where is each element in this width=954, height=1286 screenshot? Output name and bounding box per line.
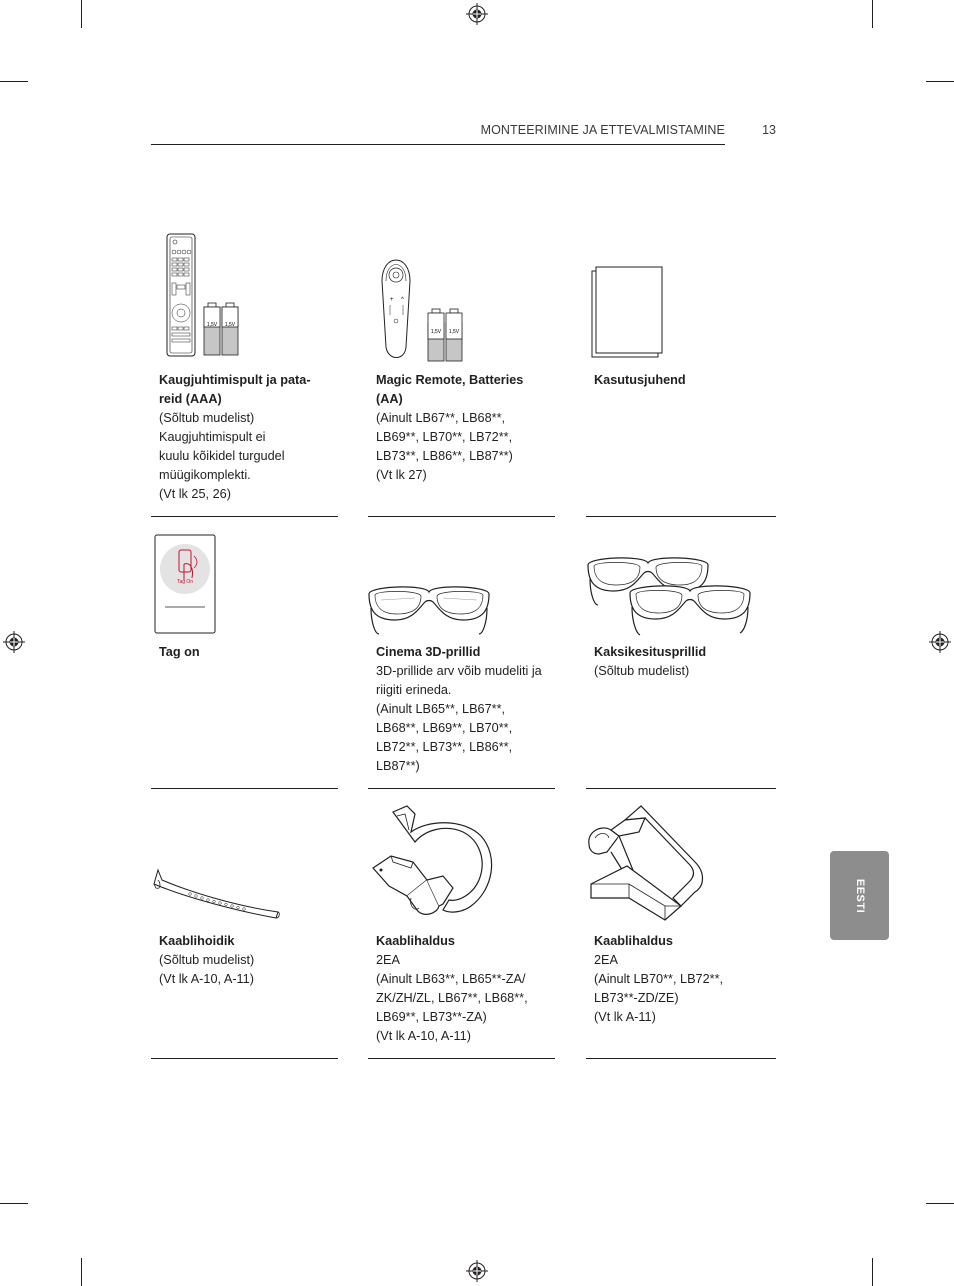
registration-mark-icon: [929, 631, 951, 653]
item-caption: [159, 932, 337, 989]
crop-mark: [0, 1203, 28, 1204]
row-divider: [586, 516, 776, 517]
svg-text:+: +: [390, 297, 394, 303]
cable-clip-bracket-icon: [585, 802, 707, 922]
manual-book-icon: [591, 266, 665, 358]
item-title: Kaablihaldus: [594, 934, 673, 948]
item-caption: [376, 643, 556, 776]
section-title: MONTEERIMINE JA ETTEVALMISTAMINE: [480, 123, 725, 137]
item-caption: [376, 932, 554, 1046]
row-divider: [368, 516, 555, 517]
item-line: riigiti erineda.: [376, 683, 452, 697]
item-line: 3D-prillide arv võib mudeliti ja: [376, 664, 542, 678]
item-line: LB69**, LB70**, LB72**,: [376, 430, 513, 444]
header-rule: [151, 144, 725, 145]
battery-label: 1,5V: [206, 322, 218, 328]
item-line: müügikomplekti.: [159, 468, 251, 482]
item-title: [159, 371, 337, 409]
cinema-3d-glasses-icon: [365, 578, 493, 638]
row-divider: [368, 1058, 555, 1059]
row-divider: [368, 788, 555, 789]
item-line: (Ainult LB65**, LB67**,: [376, 702, 506, 716]
item-line: (Vt lk A-10, A-11): [159, 972, 254, 986]
item-line: ZK/ZH/ZL, LB67**, LB68**,: [376, 991, 528, 1005]
battery-label: 1,5V: [448, 329, 460, 335]
item-caption: [594, 371, 772, 390]
item-caption: [594, 643, 772, 681]
tag-on-label: Tag On: [176, 579, 194, 585]
item-line: Kaugjuhtimispult ei: [159, 430, 266, 444]
cable-holder-icon: [152, 866, 282, 922]
item-title: Tag on: [159, 645, 200, 659]
battery-label: 1,5V: [430, 329, 442, 335]
item-caption: [376, 371, 554, 485]
item-title-text: Kaugjuhtimispult ja pata- reid (AAA): [159, 373, 311, 406]
row-divider: [586, 1058, 776, 1059]
svg-text:^: ^: [401, 297, 404, 303]
item-title: [376, 371, 554, 409]
item-line: (Sõltub mudelist): [594, 664, 690, 678]
item-line: LB87**): [376, 759, 420, 773]
item-line: LB73**, LB86**, LB87**): [376, 449, 513, 463]
item-line: (Vt lk 27): [376, 468, 427, 482]
registration-mark-icon: [466, 1260, 488, 1282]
crop-mark: [0, 81, 28, 82]
crop-mark: [872, 1258, 873, 1286]
item-line: (Vt lk A-10, A-11): [376, 1029, 471, 1043]
row-divider: [586, 788, 776, 789]
row-divider: [151, 788, 338, 789]
registration-mark-icon: [3, 631, 25, 653]
item-line: 2EA: [594, 953, 618, 967]
item-caption: [159, 371, 337, 504]
remote-control-icon: [166, 233, 244, 358]
crop-mark: [872, 0, 873, 28]
registration-mark-icon: [466, 3, 488, 25]
item-line: 2EA: [376, 953, 400, 967]
item-title: Kasutusjuhend: [594, 373, 686, 387]
item-line: (Vt lk A-11): [594, 1010, 656, 1024]
item-title: Cinema 3D-prillid: [376, 645, 481, 659]
crop-mark: [926, 1203, 954, 1204]
crop-mark: [926, 81, 954, 82]
battery-label: 1,5V: [224, 322, 236, 328]
row-divider: [151, 1058, 338, 1059]
cable-clip-ring-icon: [367, 802, 497, 920]
row-divider: [151, 516, 338, 517]
item-title: Kaablihoidik: [159, 934, 235, 948]
item-line: (Ainult LB63**, LB65**-ZA/: [376, 972, 526, 986]
item-line: (Sõltub mudelist): [159, 953, 255, 967]
magic-remote-icon: [380, 247, 466, 363]
item-title: Kaablihaldus: [376, 934, 455, 948]
item-title-text: Magic Remote, Batteries (AA): [376, 373, 524, 406]
item-line: kuulu kõikidel turgudel: [159, 449, 285, 463]
item-line: (Ainult LB67**, LB68**,: [376, 411, 506, 425]
item-line: (Vt lk 25, 26): [159, 487, 231, 501]
item-caption: [159, 643, 337, 662]
item-line: LB72**, LB73**, LB86**,: [376, 740, 513, 754]
crop-mark: [81, 0, 82, 28]
item-line: (Ainult LB70**, LB72**,: [594, 972, 724, 986]
tag-on-sticker-icon: [154, 534, 216, 634]
item-line: LB69**, LB73**-ZA): [376, 1010, 487, 1024]
language-tab: [830, 851, 889, 940]
item-line: LB68**, LB69**, LB70**,: [376, 721, 513, 735]
dual-play-glasses-icon: [584, 553, 754, 639]
language-tab-label: EESTI: [853, 878, 866, 913]
item-caption: [594, 932, 772, 1027]
crop-mark: [81, 1258, 82, 1286]
item-line: LB73**-ZD/ZE): [594, 991, 679, 1005]
page-number: 13: [762, 123, 776, 137]
item-title: Kaksikesitusprillid: [594, 645, 707, 659]
item-line: (Sõltub mudelist): [159, 411, 255, 425]
